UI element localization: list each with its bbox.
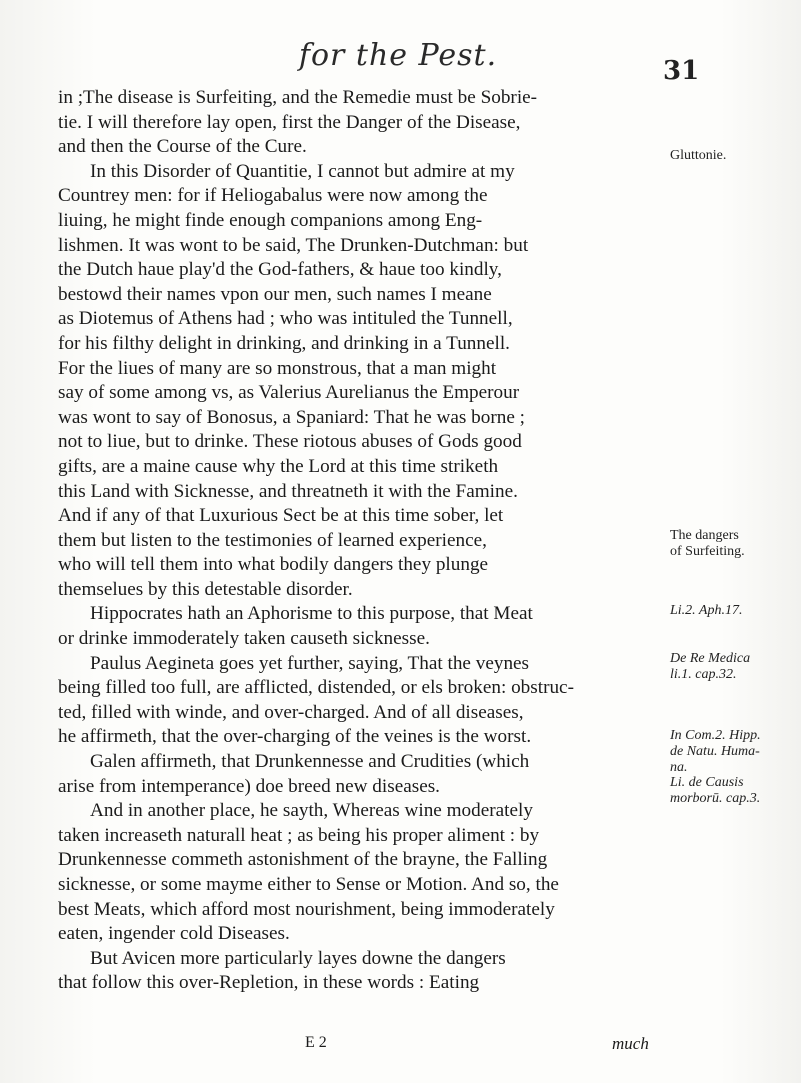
text-line: arise from intemperance) doe breed new diseases. [58, 775, 440, 797]
text-line: lishmen. It was wont to be said, The Drunken-Dutchman: but [58, 234, 529, 256]
body-text [58, 86, 654, 996]
text-line: and then the Course of the Cure. [58, 136, 307, 158]
text-line: In this Disorder of Quantitie, I cannot but admire at my [90, 160, 515, 182]
text-line: not to liue, but to drinke. These riotous abuses of Gods good [58, 431, 522, 453]
text-line: tie. I will therefore lay open, first the Danger of the Disease, [58, 111, 521, 133]
text-line: gifts, are a maine cause why the Lord at this time striketh [58, 455, 499, 477]
margin-text: na. [670, 760, 688, 775]
signature-mark: E 2 [305, 1034, 327, 1051]
text-line: them but listen to the testimonies of learned experience, [58, 529, 487, 551]
text-line: who will tell them into what bodily dangers they plunge [58, 554, 489, 576]
text-line: he affirmeth, that the over-charging of the veines is the worst. [58, 726, 532, 748]
text-line: the Dutch haue play'd the God-fathers, & haue too kindly, [58, 259, 502, 281]
text-line: And in another place, he sayth, Whereas wine moderately [90, 800, 533, 822]
text-line: Galen affirmeth, that Drunkennesse and Crudities (which [90, 751, 530, 773]
margin-text: Li.2. Aph.17. [670, 603, 743, 618]
margin-text: li.1. cap.32. [670, 667, 737, 682]
text-line: taken increaseth naturall heat ; as being his proper aliment : by [58, 824, 540, 846]
text-line: liuing, he might finde enough companions among Eng- [58, 209, 483, 231]
text-line: Drunkennesse commeth astonishment of the brayne, the Falling [58, 849, 548, 871]
text-line: For the liues of many are so monstrous, that a man might [58, 357, 497, 379]
margin-note-de-re-medica [670, 651, 795, 683]
catchword: much [612, 1034, 649, 1053]
margin-note-de-causis [670, 775, 795, 807]
text-line: themselues by this detestable disorder. [58, 578, 353, 600]
margin-text: In Com.2. Hipp. [670, 728, 761, 743]
margin-note-dangers [670, 528, 795, 560]
text-line: bestowd their names vpon our men, such names I meane [58, 283, 492, 305]
page-number: 31 [663, 56, 700, 86]
margin-text: of Surfeiting. [670, 544, 745, 559]
text-line: best Meats, which afford most nourishment, being immoderately [58, 898, 555, 920]
text-line: Paulus Aegineta goes yet further, saying, That the veynes [90, 652, 530, 674]
text-line: was wont to say of Bonosus, a Spaniard: That he was borne ; [58, 406, 526, 428]
text-line: being filled too full, are afflicted, distended, or els broken: obstruc- [58, 677, 574, 699]
text-line: eaten, ingender cold Diseases. [58, 923, 290, 945]
margin-text: Gluttonie. [670, 148, 727, 163]
margin-text: De Re Medica [670, 651, 751, 666]
text-line: But Avicen more particularly layes downe the dangers [90, 947, 506, 969]
text-line: say of some among vs, as Valerius Aurelianus the Emperour [58, 382, 520, 404]
text-line: ted, filled with winde, and over-charged. And of all diseases, [58, 701, 524, 723]
text-line: as Diotemus of Athens had ; who was intituled the Tunnell, [58, 308, 513, 330]
margin-note-hippocrates [670, 728, 795, 776]
margin-text: The dangers [670, 528, 739, 543]
text-line: in ;The disease is Surfeiting, and the Remedie must be Sobrie- [58, 87, 538, 108]
margin-text: de Natu. Huma- [670, 744, 760, 759]
margin-text: morborū. cap.3. [670, 791, 761, 806]
text-line: And if any of that Luxurious Sect be at this time sober, let [58, 505, 504, 527]
text-line: that follow this over-Repletion, in these words : Eating [58, 972, 480, 994]
text-line: sicknesse, or some mayme either to Sense or Motion. And so, the [58, 874, 559, 895]
margin-note-gluttonie [670, 148, 795, 164]
text-line: Hippocrates hath an Aphorisme to this purpose, that Meat [90, 603, 533, 625]
text-line: or drinke immoderately taken causeth sicknesse. [58, 628, 430, 650]
text-line: Countrey men: for if Heliogabalus were now among the [58, 185, 488, 207]
text-line: for his filthy delight in drinking, and drinking in a Tunnell. [58, 332, 510, 354]
margin-text: Li. de Causis [670, 775, 744, 790]
running-title: for the Pest. [298, 38, 498, 73]
margin-note-aphorism [670, 603, 795, 619]
text-line: this Land with Sicknesse, and threatneth it with the Famine. [58, 480, 518, 502]
